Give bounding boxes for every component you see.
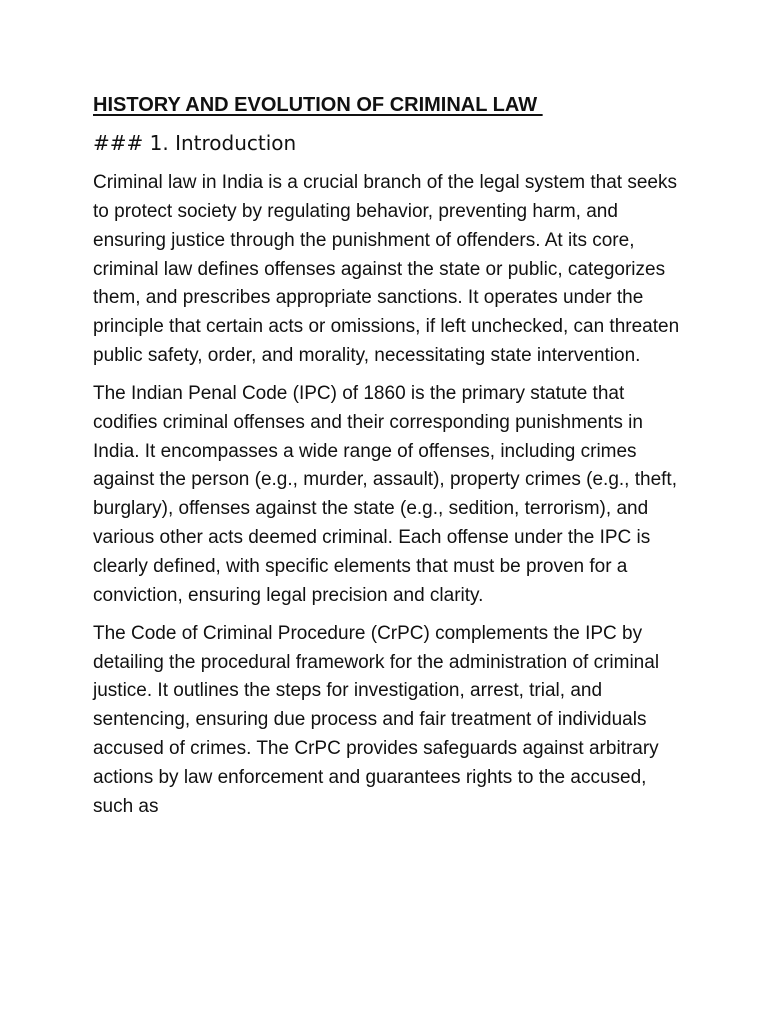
document-title: HISTORY AND EVOLUTION OF CRIMINAL LAW — [93, 94, 543, 116]
section-heading: ### 1. Introduction — [93, 131, 297, 155]
document-body — [93, 91, 683, 822]
paragraph-ipc: The Indian Penal Code (IPC) of 1860 is the primary statute that codifies criminal offenses and their corresponding punishments in India. It encompasses a wide range of offenses, including crimes against the person (e.g., murder, assault), property crimes (e.g., theft, burglary), offenses against the state (e.g., sedition, terrorism), and various other acts deemed criminal. Each offense under the IPC is clearly defined, with specific elements that must be proven for a conviction, ensuring legal precision and clarity. — [93, 382, 677, 606]
paragraph-crpc: The Code of Criminal Procedure (CrPC) complements the IPC by detailing the procedural framework for the administration of criminal justice. It outlines the steps for investigation, arrest, trial, and sentencing, ensuring due process and fair treatment of individuals accused of crimes. The CrPC provides safeguards against arbitrary actions by law enforcement and guarantees rights to the accused, such as — [93, 622, 660, 817]
paragraph-intro: Criminal law in India is a crucial branch of the legal system that seeks to protect society by regulating behavior, preventing harm, and ensuring justice through the punishment of offenders. At its core, criminal law defines offenses against the state or public, categorizes them, and prescribes appropriate sanctions. It operates under the principle that certain acts or omissions, if left unchecked, can threaten public safety, order, and morality, necessitating state intervention. — [93, 172, 680, 367]
